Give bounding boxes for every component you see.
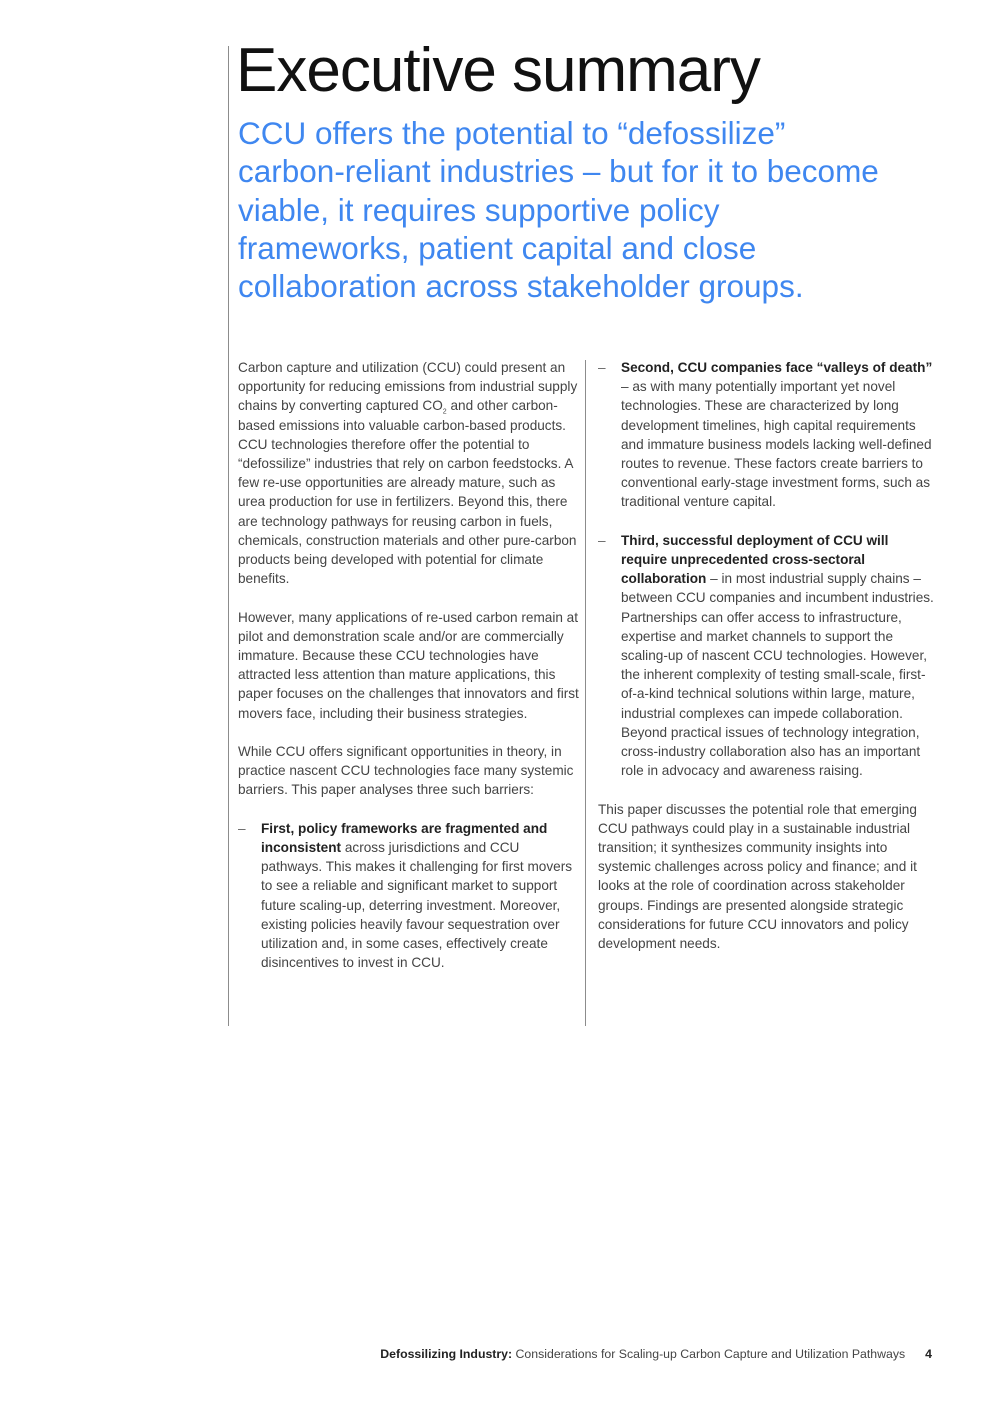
- co2-subscript: 2: [442, 409, 447, 417]
- header-divider-line: [228, 46, 229, 1026]
- right-column: [598, 358, 936, 972]
- bullet-lead: Third, successful deployment of CCU will require unprecedented cross-sectoral collaboration: [621, 532, 889, 587]
- intro-paragraph: Carbon capture and utilization (CCU) could present an opportunity for reducing emissions from industrial supply chains by converting captured $CO_2$ and other carbon-based emissions into valuable carbon-based products. CCU technologies therefore offer the potential to “defossilize” industries that rely on carbon feedstocks. A few re-use opportunities are already mature, such as urea production for use in fertilizers. Beyond this, there are technology pathways for reusing carbon in fuels, chemicals, construction materials and other pure-carbon products being developed with potential for climate benefits.: [238, 360, 578, 587]
- paper-overview-paragraph: This paper discusses the potential role that emerging CCU pathways could play in a sustainable industrial transition; it synthesizes community insights into systemic challenges across policy and finance; and it looks at the role of coordination across stakeholder groups. Findings are presented alongside strategic considerations for future CCU innovators and policy development needs.: [598, 801, 917, 952]
- pilot-scale-paragraph: However, many applications of re-used carbon remain at pilot and demonstration scale and/or are commercially immature. Because these CCU technologies have attracted less attention than mature applications, this paper focuses on the challenges that innovators and first movers face, including their business strategies.: [238, 609, 579, 721]
- bullet-text: across jurisdictions and CCU pathways. This makes it challenging for first movers to see a reliable and significant market to support future scaling-up, deterring investment. Moreover, existing policies heavily favour sequestration over utilization and, in some cases, effectively create disincentives to invest in CCU.: [261, 840, 573, 971]
- bullet-policy-frameworks: [238, 819, 580, 973]
- bullet-dash: –: [238, 820, 246, 836]
- page-title: Executive summary: [236, 36, 760, 105]
- page-subtitle: CCU offers the potential to “defossilize” carbon-reliant industries – but for it to become viable, it requires supportive policy frameworks, patient capital and close collaboration across stakeholder groups.: [238, 115, 879, 305]
- bullet-collaboration: [598, 531, 936, 781]
- footer-report-subtitle: Considerations for Scaling-up Carbon Capture and Utilization Pathways: [512, 1347, 906, 1361]
- bullet-lead: Second, CCU companies face “valleys of death”: [621, 360, 933, 375]
- bullet-dash: –: [598, 360, 606, 375]
- page-footer: [380, 1347, 932, 1361]
- barriers-intro-paragraph: While CCU offers significant opportunities in theory, in practice nascent CCU technologies face many systemic barriers. This paper analyses three such barriers:: [238, 744, 574, 798]
- bullet-text: – in most industrial supply chains – between CCU companies and incumbent industries. Partnerships can offer access to infrastructure, expertise and market channels to support the scaling-up of nascent CCU technologies. However, the inherent complexity of testing small-scale, first-of-a-kind technical solutions within large, mature, industrial complexes can impede collaboration. Beyond practical issues of technology integration, cross-industry collaboration also has an important role in advocacy and awareness raising.: [621, 571, 934, 779]
- footer-report-title: Defossilizing Industry:: [380, 1347, 513, 1361]
- column-divider-line: [585, 360, 586, 1026]
- bullet-dash: –: [598, 532, 606, 548]
- bullet-valleys-of-death: [598, 358, 936, 512]
- left-column: [238, 358, 580, 992]
- page-number: 4: [925, 1347, 932, 1361]
- bullet-lead: First, policy frameworks are fragmented and inconsistent: [261, 820, 548, 856]
- bullet-text: – as with many potentially important yet novel technologies. These are characterized by long development timelines, high capital requirements and immature business models lacking well-defined routes to revenue. These factors create barriers to conventional early-stage investment forms, such as traditional venture capital.: [621, 379, 932, 510]
